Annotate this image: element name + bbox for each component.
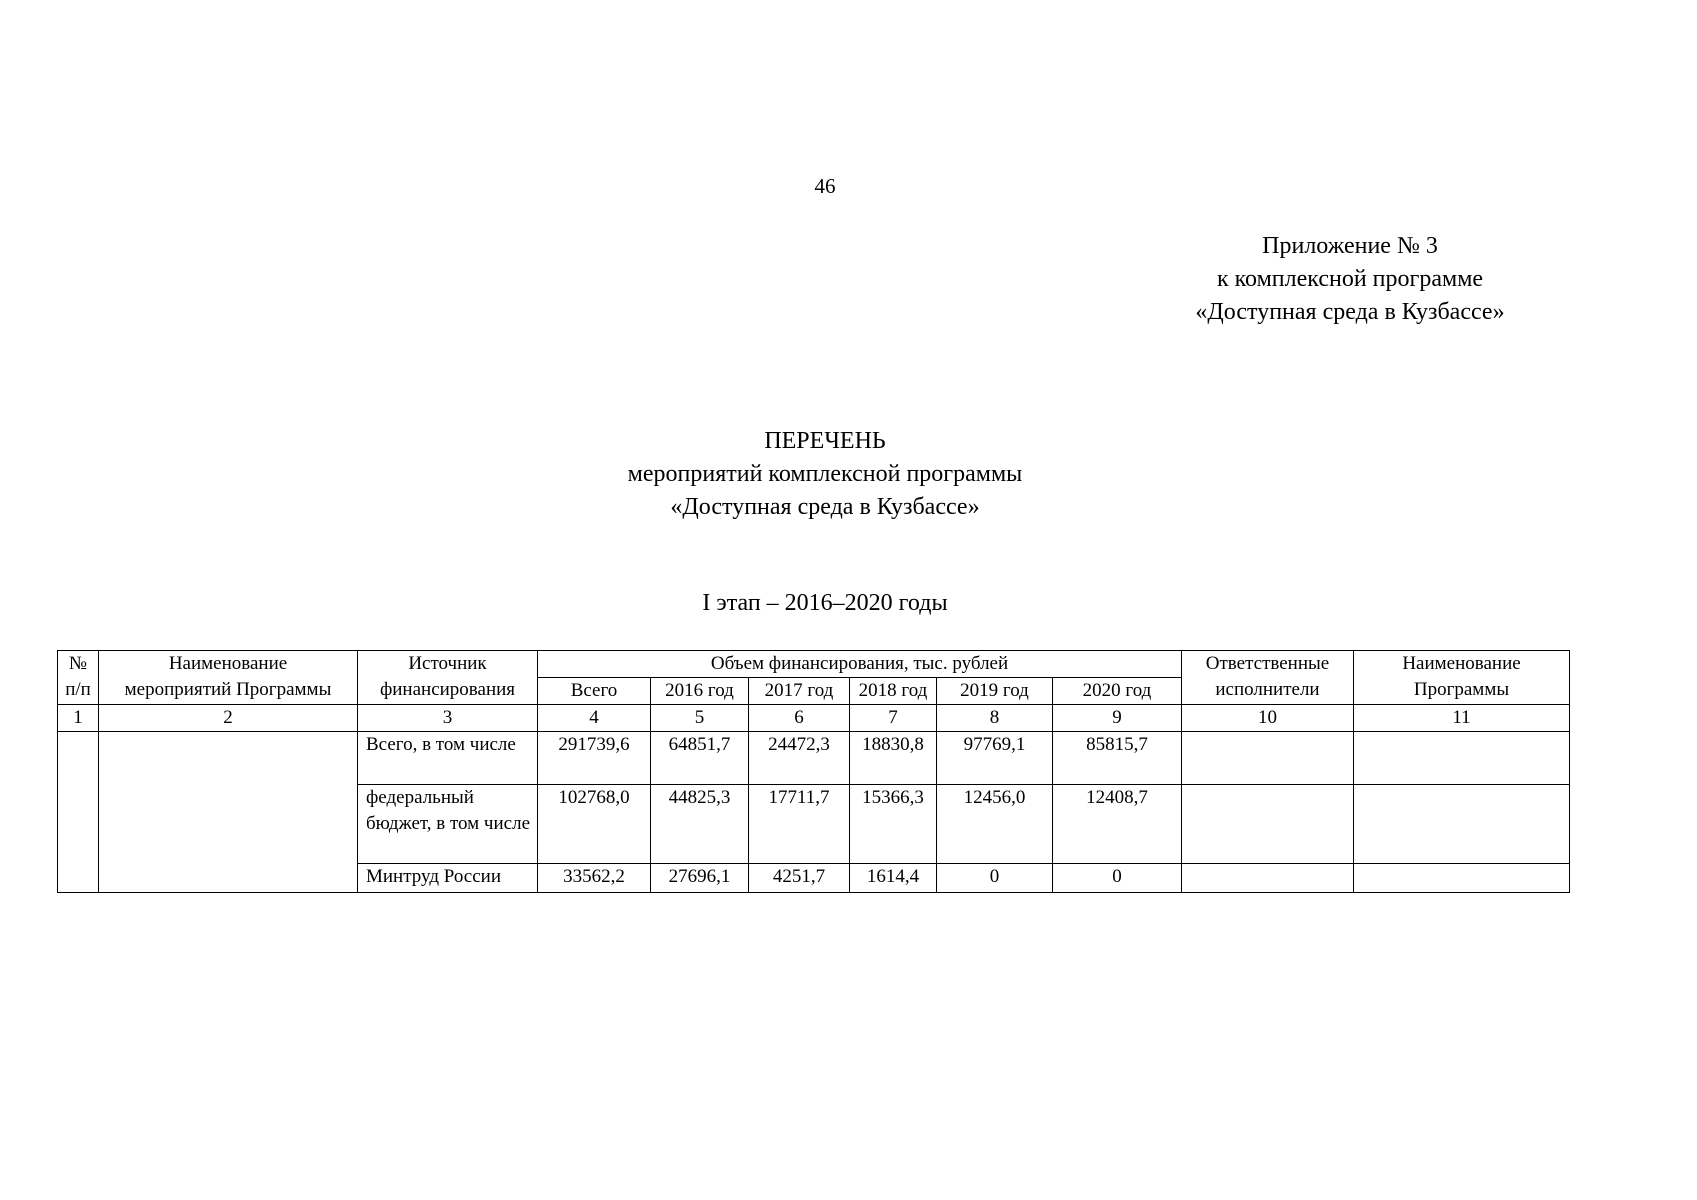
table-row <box>58 732 1570 785</box>
page-number: 46 <box>814 174 836 198</box>
header-funding-source-line-1: Источник <box>408 653 487 674</box>
column-number: 5 <box>651 705 749 732</box>
column-number: 2 <box>99 705 358 732</box>
title-line-1: ПЕРЕЧЕНЬ <box>764 428 886 454</box>
document-title <box>0 425 1650 524</box>
column-number-row <box>58 705 1570 732</box>
header-activity-name <box>99 651 358 705</box>
header-activity-name-line-1: Наименование <box>168 653 288 674</box>
y2018-cell: 15366,3 <box>850 785 937 864</box>
header-2017: 2017 год <box>749 678 850 705</box>
y2019-cell: 12456,0 <box>937 785 1053 864</box>
header-total: Всего <box>538 678 651 705</box>
y2020-cell: 0 <box>1053 864 1182 893</box>
appendix-line-1: Приложение № 3 <box>1262 233 1438 259</box>
column-number: 8 <box>937 705 1053 732</box>
executors-cell <box>1182 732 1354 785</box>
header-funding-volume: Объем финансирования, тыс. рублей <box>538 651 1182 678</box>
header-funding-source-line-2: финансирования <box>379 679 516 700</box>
column-number: 6 <box>749 705 850 732</box>
column-number: 10 <box>1182 705 1354 732</box>
header-program-name <box>1354 651 1570 705</box>
header-num-line-1: № <box>68 653 88 674</box>
column-number: 1 <box>58 705 99 732</box>
executors-cell <box>1182 785 1354 864</box>
y2017-cell: 4251,7 <box>749 864 850 893</box>
funding-table <box>57 650 1570 893</box>
program-name-cell <box>1354 785 1570 864</box>
program-name-cell <box>1354 864 1570 893</box>
header-executors-line-2: исполнители <box>1215 679 1320 700</box>
program-name-cell <box>1354 732 1570 785</box>
appendix-line-3: «Доступная среда в Кузбассе» <box>1195 299 1505 325</box>
y2017-cell: 17711,7 <box>749 785 850 864</box>
num-cell <box>58 732 99 893</box>
header-2020: 2020 год <box>1053 678 1182 705</box>
executors-cell <box>1182 864 1354 893</box>
y2016-cell: 27696,1 <box>651 864 749 893</box>
y2019-cell: 0 <box>937 864 1053 893</box>
column-number: 7 <box>850 705 937 732</box>
source-cell: Минтруд России <box>358 864 538 893</box>
activity-name-cell <box>99 732 358 893</box>
y2020-cell: 85815,7 <box>1053 732 1182 785</box>
title-line-2: мероприятий комплексной программы <box>627 461 1023 487</box>
column-number: 11 <box>1354 705 1570 732</box>
y2016-cell: 44825,3 <box>651 785 749 864</box>
header-executors <box>1182 651 1354 705</box>
header-num <box>58 651 99 705</box>
header-funding-source <box>358 651 538 705</box>
header-program-name-line-1: Наименование <box>1402 653 1521 674</box>
y2018-cell: 1614,4 <box>850 864 937 893</box>
column-number: 4 <box>538 705 651 732</box>
header-executors-line-1: Ответственные <box>1205 653 1330 674</box>
total-cell: 102768,0 <box>538 785 651 864</box>
header-num-line-2: п/п <box>65 679 91 700</box>
header-2018: 2018 год <box>850 678 937 705</box>
y2017-cell: 24472,3 <box>749 732 850 785</box>
header-2019: 2019 год <box>937 678 1053 705</box>
column-number: 9 <box>1053 705 1182 732</box>
total-cell: 33562,2 <box>538 864 651 893</box>
y2016-cell: 64851,7 <box>651 732 749 785</box>
header-2016: 2016 год <box>651 678 749 705</box>
appendix-header <box>1140 230 1560 329</box>
total-cell: 291739,6 <box>538 732 651 785</box>
stage-heading: I этап – 2016–2020 годы <box>702 590 948 616</box>
title-line-3: «Доступная среда в Кузбассе» <box>670 494 980 520</box>
column-number: 3 <box>358 705 538 732</box>
y2019-cell: 97769,1 <box>937 732 1053 785</box>
appendix-line-2: к комплексной программе <box>1216 266 1484 292</box>
header-program-name-line-2: Программы <box>1413 679 1510 700</box>
header-activity-name-line-2: мероприятий Программы <box>124 679 332 700</box>
y2018-cell: 18830,8 <box>850 732 937 785</box>
source-cell: федеральный бюджет, в том числе <box>358 785 538 864</box>
y2020-cell: 12408,7 <box>1053 785 1182 864</box>
source-cell: Всего, в том числе <box>358 732 538 785</box>
header-row-1 <box>58 651 1570 678</box>
